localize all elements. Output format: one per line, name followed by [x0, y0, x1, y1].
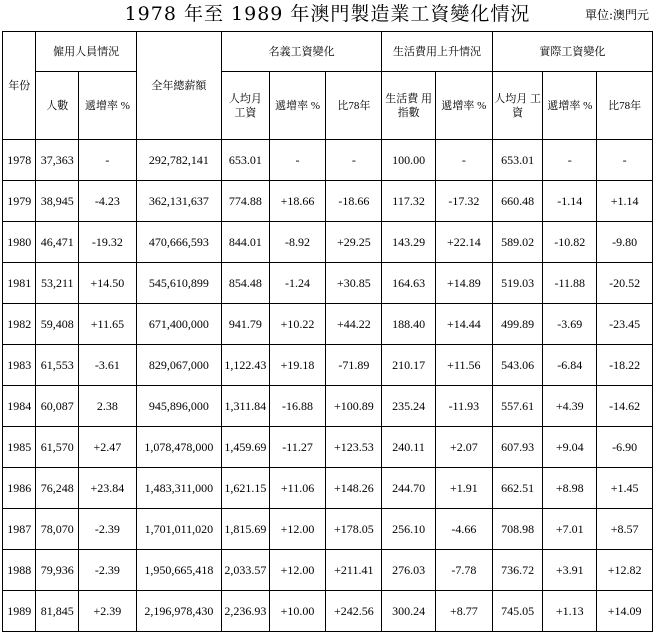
nominal-wage-cell: 941.79: [222, 304, 270, 345]
total-wages-cell: 470,666,593: [136, 222, 221, 263]
real-wage-cell: 708.98: [492, 509, 543, 550]
emp-count-cell: 61,570: [36, 427, 79, 468]
emp-count-cell: 78,070: [36, 509, 79, 550]
col-rate-cell: +14.44: [435, 304, 492, 345]
total-wages-cell: 671,400,000: [136, 304, 221, 345]
real-rate-cell: +9.04: [543, 427, 597, 468]
nominal-vs78-cell: +29.25: [326, 222, 382, 263]
nominal-wage-cell: 1,459.69: [222, 427, 270, 468]
real-wage-cell: 519.03: [492, 263, 543, 304]
nominal-wage-cell: 844.01: [222, 222, 270, 263]
real-vs78-cell: +12.82: [597, 550, 653, 591]
emp-count-cell: 79,936: [36, 550, 79, 591]
group-header-employment: 僱用人員情況: [36, 32, 136, 72]
real-vs78-cell: -14.62: [597, 386, 653, 427]
real-rate-cell: +8.98: [543, 468, 597, 509]
real-wage-cell: 745.05: [492, 591, 543, 632]
nominal-wage-cell: 1,311.84: [222, 386, 270, 427]
nominal-wage-cell: 2,033.57: [222, 550, 270, 591]
unit-label: 單位:澳門元: [584, 8, 649, 22]
year-cell: 1989: [3, 591, 36, 632]
group-header-nominal-wage: 名義工資變化: [222, 32, 382, 72]
wage-table: [2, 31, 653, 632]
col-header-emp-rate: 遞增率 %: [79, 72, 137, 140]
real-wage-cell: 543.06: [492, 345, 543, 386]
real-vs78-cell: +1.45: [597, 468, 653, 509]
col-index-cell: 276.03: [382, 550, 436, 591]
nominal-vs78-cell: +123.53: [326, 427, 382, 468]
year-cell: 1985: [3, 427, 36, 468]
year-cell: 1987: [3, 509, 36, 550]
nominal-rate-cell: -11.27: [269, 427, 326, 468]
col-rate-cell: +8.77: [435, 591, 492, 632]
page-title: 1978 年至 1989 年澳門製造業工資變化情況: [124, 3, 531, 25]
col-header-emp-count: 人數: [36, 72, 79, 140]
real-wage-cell: 653.01: [492, 140, 543, 181]
emp-rate-cell: +14.50: [79, 263, 137, 304]
real-wage-cell: 589.02: [492, 222, 543, 263]
emp-rate-cell: -4.23: [79, 181, 137, 222]
total-wages-cell: 829,067,000: [136, 345, 221, 386]
col-rate-cell: +11.56: [435, 345, 492, 386]
emp-count-cell: 60,087: [36, 386, 79, 427]
real-vs78-cell: -23.45: [597, 304, 653, 345]
col-rate-cell: -7.78: [435, 550, 492, 591]
real-vs78-cell: -6.90: [597, 427, 653, 468]
table-row: [3, 222, 653, 263]
col-index-cell: 188.40: [382, 304, 436, 345]
nominal-vs78-cell: -71.89: [326, 345, 382, 386]
real-rate-cell: -6.84: [543, 345, 597, 386]
col-header-nominal-vs78: 比78年: [326, 72, 382, 140]
year-cell: 1982: [3, 304, 36, 345]
col-header-nominal-wage: 人均月 工資: [222, 72, 270, 140]
nominal-vs78-cell: +100.89: [326, 386, 382, 427]
col-index-cell: 164.63: [382, 263, 436, 304]
col-index-cell: 117.32: [382, 181, 436, 222]
group-header-cost-of-living: 生活費用上升情況: [382, 32, 493, 72]
col-index-cell: 240.11: [382, 427, 436, 468]
real-vs78-cell: +8.57: [597, 509, 653, 550]
nominal-rate-cell: -: [269, 140, 326, 181]
total-wages-cell: 1,078,478,000: [136, 427, 221, 468]
year-cell: 1979: [3, 181, 36, 222]
total-wages-cell: 292,782,141: [136, 140, 221, 181]
col-rate-cell: -17.32: [435, 181, 492, 222]
table-row: [3, 468, 653, 509]
emp-rate-cell: -2.39: [79, 509, 137, 550]
col-index-cell: 244.70: [382, 468, 436, 509]
nominal-rate-cell: -1.24: [269, 263, 326, 304]
emp-count-cell: 81,845: [36, 591, 79, 632]
emp-rate-cell: +23.84: [79, 468, 137, 509]
year-cell: 1988: [3, 550, 36, 591]
nominal-rate-cell: +10.22: [269, 304, 326, 345]
group-header-real-wage: 實際工資變化: [492, 32, 652, 72]
real-vs78-cell: -20.52: [597, 263, 653, 304]
emp-rate-cell: +11.65: [79, 304, 137, 345]
year-cell: 1978: [3, 140, 36, 181]
nominal-rate-cell: +18.66: [269, 181, 326, 222]
nominal-vs78-cell: +44.22: [326, 304, 382, 345]
nominal-vs78-cell: +178.05: [326, 509, 382, 550]
col-rate-cell: -: [435, 140, 492, 181]
col-header-col-rate: 遞增率 %: [435, 72, 492, 140]
col-header-real-rate: 遞增率 %: [543, 72, 597, 140]
real-rate-cell: +7.01: [543, 509, 597, 550]
nominal-wage-cell: 2,236.93: [222, 591, 270, 632]
real-rate-cell: +1.13: [543, 591, 597, 632]
nominal-wage-cell: 1,621.15: [222, 468, 270, 509]
real-wage-cell: 499.89: [492, 304, 543, 345]
emp-count-cell: 61,553: [36, 345, 79, 386]
nominal-rate-cell: +12.00: [269, 509, 326, 550]
table-row: [3, 427, 653, 468]
col-index-cell: 256.10: [382, 509, 436, 550]
col-index-cell: 235.24: [382, 386, 436, 427]
year-cell: 1983: [3, 345, 36, 386]
nominal-vs78-cell: -: [326, 140, 382, 181]
nominal-wage-cell: 774.88: [222, 181, 270, 222]
real-rate-cell: -11.88: [543, 263, 597, 304]
col-rate-cell: +22.14: [435, 222, 492, 263]
total-wages-cell: 1,950,665,418: [136, 550, 221, 591]
real-wage-cell: 607.93: [492, 427, 543, 468]
nominal-vs78-cell: +30.85: [326, 263, 382, 304]
real-vs78-cell: +14.09: [597, 591, 653, 632]
real-rate-cell: -: [543, 140, 597, 181]
col-rate-cell: -4.66: [435, 509, 492, 550]
real-vs78-cell: -: [597, 140, 653, 181]
real-vs78-cell: -9.80: [597, 222, 653, 263]
col-rate-cell: +14.89: [435, 263, 492, 304]
col-index-cell: 300.24: [382, 591, 436, 632]
nominal-wage-cell: 1,815.69: [222, 509, 270, 550]
emp-rate-cell: -2.39: [79, 550, 137, 591]
real-wage-cell: 660.48: [492, 181, 543, 222]
emp-count-cell: 38,945: [36, 181, 79, 222]
nominal-wage-cell: 1,122.43: [222, 345, 270, 386]
nominal-vs78-cell: +242.56: [326, 591, 382, 632]
real-wage-cell: 662.51: [492, 468, 543, 509]
real-rate-cell: +3.91: [543, 550, 597, 591]
real-vs78-cell: +1.14: [597, 181, 653, 222]
table-row: [3, 386, 653, 427]
col-header-real-vs78: 比78年: [597, 72, 653, 140]
table-row: [3, 550, 653, 591]
nominal-rate-cell: +11.06: [269, 468, 326, 509]
emp-count-cell: 37,363: [36, 140, 79, 181]
table-row: [3, 140, 653, 181]
emp-rate-cell: 2.38: [79, 386, 137, 427]
col-header-total-wages: 全年總薪額: [136, 32, 221, 140]
col-header-year: 年份: [3, 32, 36, 140]
emp-rate-cell: -: [79, 140, 137, 181]
col-header-real-wage: 人均月 工資: [492, 72, 543, 140]
table-body: [3, 140, 653, 632]
title-bar: [0, 2, 655, 26]
nominal-vs78-cell: +211.41: [326, 550, 382, 591]
nominal-vs78-cell: -18.66: [326, 181, 382, 222]
real-wage-cell: 557.61: [492, 386, 543, 427]
table-row: [3, 181, 653, 222]
nominal-rate-cell: -8.92: [269, 222, 326, 263]
total-wages-cell: 362,131,637: [136, 181, 221, 222]
total-wages-cell: 545,610,899: [136, 263, 221, 304]
emp-count-cell: 53,211: [36, 263, 79, 304]
col-index-cell: 100.00: [382, 140, 436, 181]
total-wages-cell: 945,896,000: [136, 386, 221, 427]
col-header-nominal-rate: 遞增率 %: [269, 72, 326, 140]
emp-count-cell: 59,408: [36, 304, 79, 345]
col-rate-cell: -11.93: [435, 386, 492, 427]
real-rate-cell: -3.69: [543, 304, 597, 345]
year-cell: 1980: [3, 222, 36, 263]
emp-rate-cell: -3.61: [79, 345, 137, 386]
nominal-rate-cell: -16.88: [269, 386, 326, 427]
total-wages-cell: 2,196,978,430: [136, 591, 221, 632]
table-row: [3, 345, 653, 386]
nominal-rate-cell: +12.00: [269, 550, 326, 591]
nominal-rate-cell: +19.18: [269, 345, 326, 386]
emp-rate-cell: +2.39: [79, 591, 137, 632]
nominal-wage-cell: 653.01: [222, 140, 270, 181]
nominal-wage-cell: 854.48: [222, 263, 270, 304]
table-row: [3, 509, 653, 550]
emp-count-cell: 76,248: [36, 468, 79, 509]
col-index-cell: 210.17: [382, 345, 436, 386]
col-index-cell: 143.29: [382, 222, 436, 263]
col-header-col-index: 生活費 用指數: [382, 72, 436, 140]
real-rate-cell: +4.39: [543, 386, 597, 427]
emp-rate-cell: -19.32: [79, 222, 137, 263]
emp-count-cell: 46,471: [36, 222, 79, 263]
table-row: [3, 304, 653, 345]
table-row: [3, 591, 653, 632]
real-vs78-cell: -18.22: [597, 345, 653, 386]
real-rate-cell: -10.82: [543, 222, 597, 263]
nominal-rate-cell: +10.00: [269, 591, 326, 632]
total-wages-cell: 1,701,011,020: [136, 509, 221, 550]
year-cell: 1986: [3, 468, 36, 509]
year-cell: 1984: [3, 386, 36, 427]
real-wage-cell: 736.72: [492, 550, 543, 591]
table-row: [3, 263, 653, 304]
col-rate-cell: +2.07: [435, 427, 492, 468]
year-cell: 1981: [3, 263, 36, 304]
emp-rate-cell: +2.47: [79, 427, 137, 468]
real-rate-cell: -1.14: [543, 181, 597, 222]
total-wages-cell: 1,483,311,000: [136, 468, 221, 509]
nominal-vs78-cell: +148.26: [326, 468, 382, 509]
col-rate-cell: +1.91: [435, 468, 492, 509]
